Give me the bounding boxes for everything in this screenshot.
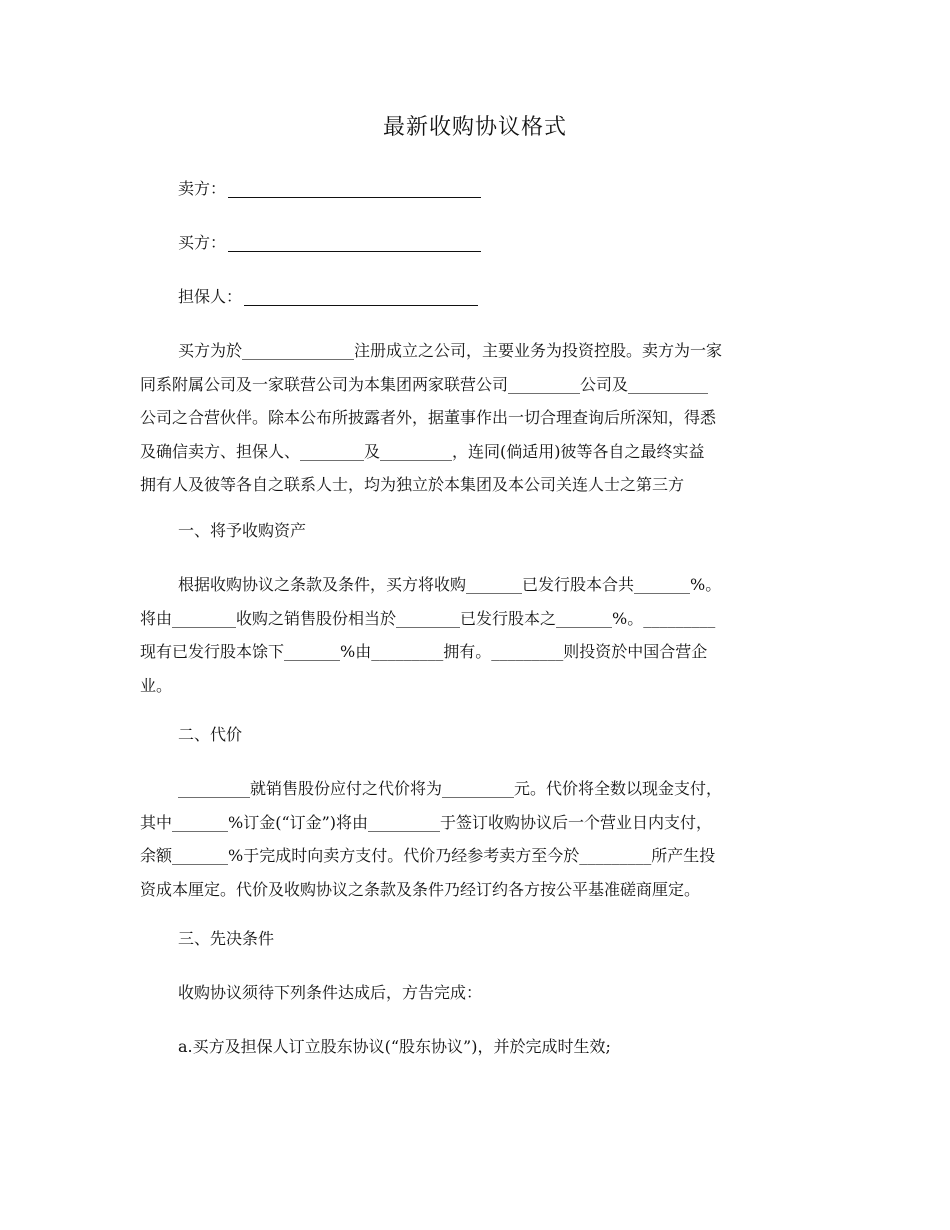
guarantor-label: 担保人： xyxy=(178,287,243,306)
intro-line: 及确信卖方、担保人、________及_________，连同(倘适用)彼等各自之最终实益 xyxy=(140,441,705,461)
document-title: 最新收购协议格式 xyxy=(382,115,567,140)
seller-field xyxy=(178,178,481,200)
section2-line: 资成本厘定。代价及收购协议之条款及条件乃经订约各方按公平基准磋商厘定。 xyxy=(140,879,701,899)
section3-intro: 收购协议须待下列条件达成后，方告完成： xyxy=(178,983,483,1002)
section2-paragraph xyxy=(140,772,812,906)
section1-line: 将由________收购之销售股份相当於________已发行股本之_______%。_________ xyxy=(140,608,716,628)
buyer-label: 买方： xyxy=(178,233,227,252)
section1-heading: 一、将予收购资产 xyxy=(178,521,307,540)
intro-line: 同系附属公司及一家联营公司为本集团两家联营公司_________公司及__________ xyxy=(140,374,709,394)
section1-line: 现有已发行股本馀下_______%由_________拥有。_________则投资於中国合营企 xyxy=(140,642,708,661)
buyer-blank-line xyxy=(228,251,481,252)
section2-line: _________就销售股份应付之代价将为_________元。代价将全数以现金支付， xyxy=(178,779,723,798)
section1-line: 业。 xyxy=(140,675,173,695)
intro-line: 拥有人及彼等各自之联系人士，均为独立於本集团及本公司关连人士之第三方 xyxy=(140,475,685,494)
section3-item-a: a.买方及担保人订立股东协议(“股东协议”)，并於完成时生效; xyxy=(178,1037,611,1056)
buyer-field xyxy=(178,232,481,254)
section1-line: 根据收购协议之条款及条件，买方将收购_______已发行股本合共_______%。 xyxy=(178,575,722,594)
guarantor-blank-line xyxy=(244,305,478,306)
seller-blank-line xyxy=(228,197,481,198)
section1-paragraph xyxy=(140,568,812,702)
section2-heading: 二、代价 xyxy=(178,725,243,744)
intro-line: 公司之合营伙伴。除本公布所披露者外，据董事作出一切合理查询后所深知，得悉 xyxy=(140,408,717,427)
section3-heading: 三、先决条件 xyxy=(178,929,275,948)
seller-label: 卖方： xyxy=(178,179,227,198)
guarantor-field xyxy=(178,286,478,308)
intro-paragraph xyxy=(140,334,812,502)
intro-line: 买方为於______________注册成立之公司，主要业务为投资控股。卖方为一家 xyxy=(178,341,723,360)
section2-line: 其中_______%订金(“订金”)将由_________于签订收购协议后一个营业日内支付， xyxy=(140,812,713,832)
section2-line: 余额_______%于完成时向卖方支付。代价乃经参考卖方至今於_________所产生投 xyxy=(140,846,716,865)
